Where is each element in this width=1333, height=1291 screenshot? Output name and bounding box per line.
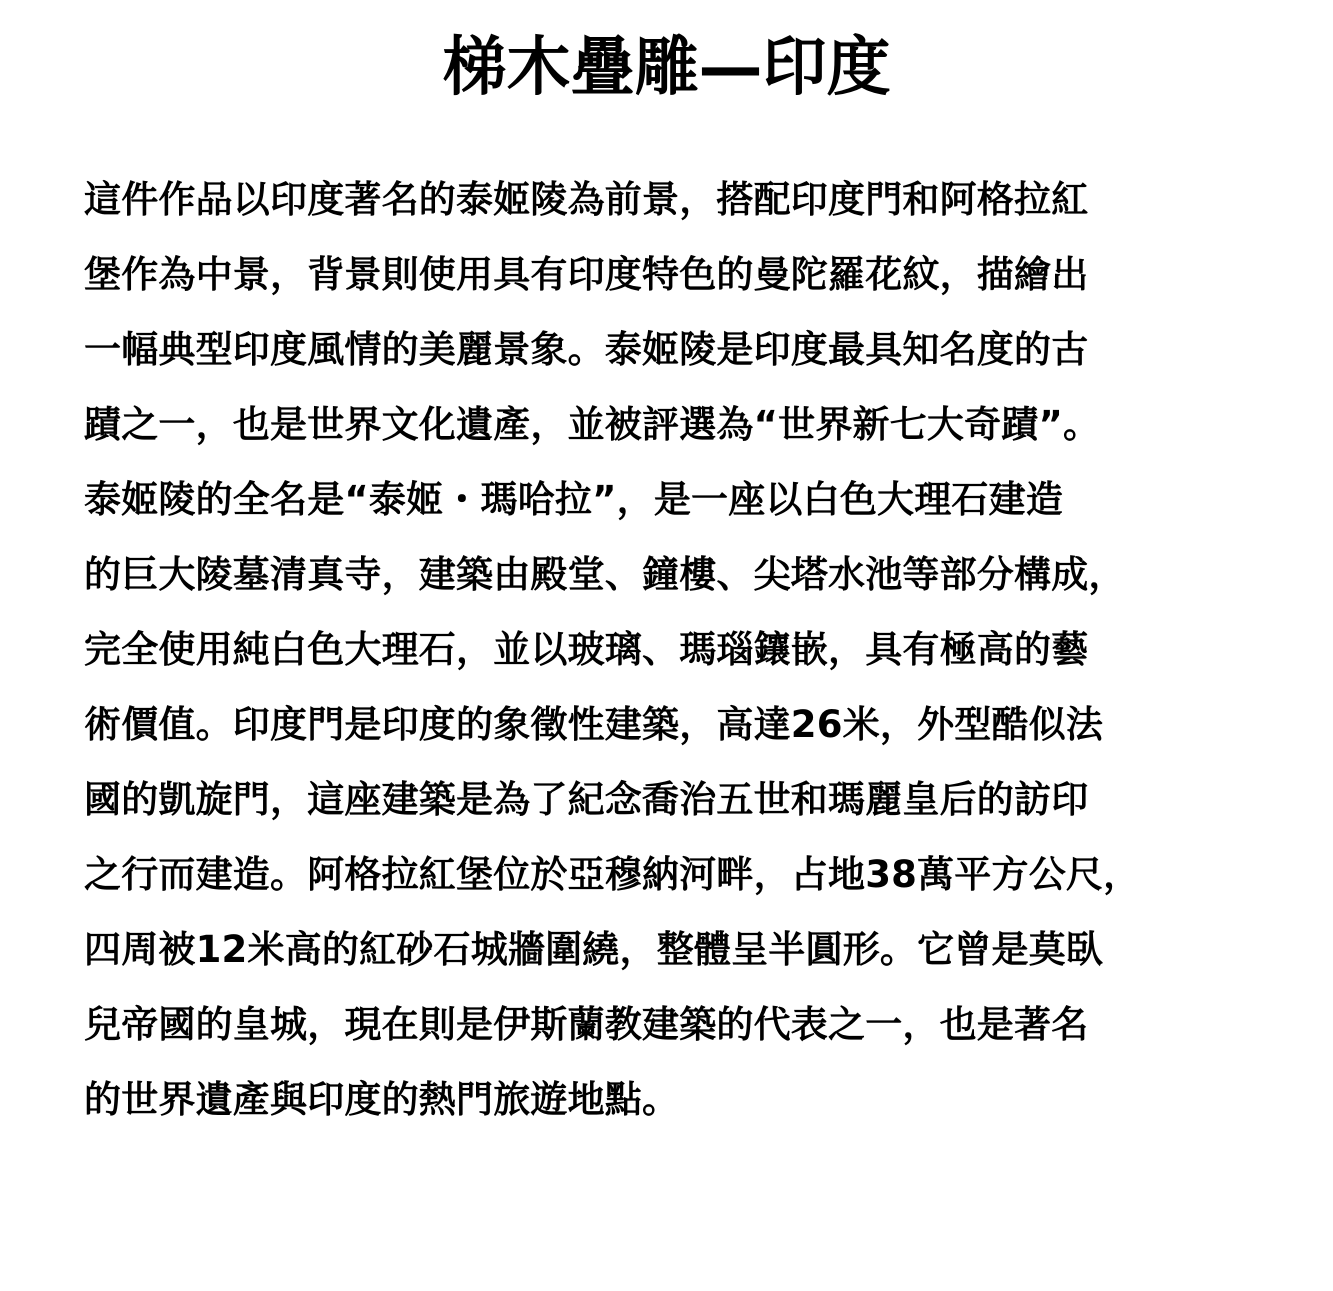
document-title: 梯木疊雕—印度 [442, 31, 891, 105]
body-line-10: 之行而建造。阿格拉紅堡位於亞穆納河畔，占地38萬平方公尺， [84, 853, 1141, 896]
document-body [84, 162, 1284, 1137]
body-line-9: 國的凱旋門，這座建築是為了紀念喬治五世和瑪麗皇后的訪印 [84, 778, 1089, 821]
body-line-3: 一幅典型印度風情的美麗景象。泰姬陵是印度最具知名度的古 [84, 328, 1089, 371]
body-line-2: 堡作為中景，背景則使用具有印度特色的曼陀羅花紋，描繪出 [84, 253, 1089, 296]
body-line-8: 術價值。印度門是印度的象徵性建築，高達26米，外型酷似法 [84, 703, 1104, 746]
body-line-1: 這件作品以印度著名的泰姬陵為前景，搭配印度門和阿格拉紅 [84, 178, 1089, 221]
body-line-11: 四周被12米高的紅砂石城牆圍繞，整體呈半圓形。它曾是莫臥 [84, 928, 1104, 971]
body-line-5: 泰姬陵的全名是“泰姬・瑪哈拉”，是一座以白色大理石建造 [84, 478, 1064, 521]
body-line-7: 完全使用純白色大理石，並以玻璃、瑪瑙鑲嵌，具有極高的藝 [84, 628, 1089, 671]
body-line-12: 兒帝國的皇城，現在則是伊斯蘭教建築的代表之一，也是著名 [84, 1003, 1089, 1046]
body-line-4: 蹟之一，也是世界文化遺產，並被評選為“世界新七大奇蹟”。 [84, 403, 1101, 446]
body-line-13: 的世界遺產與印度的熱門旅遊地點。 [84, 1078, 680, 1121]
body-line-6: 的巨大陵墓清真寺，建築由殿堂、鐘樓、尖塔水池等部分構成， [84, 553, 1126, 596]
